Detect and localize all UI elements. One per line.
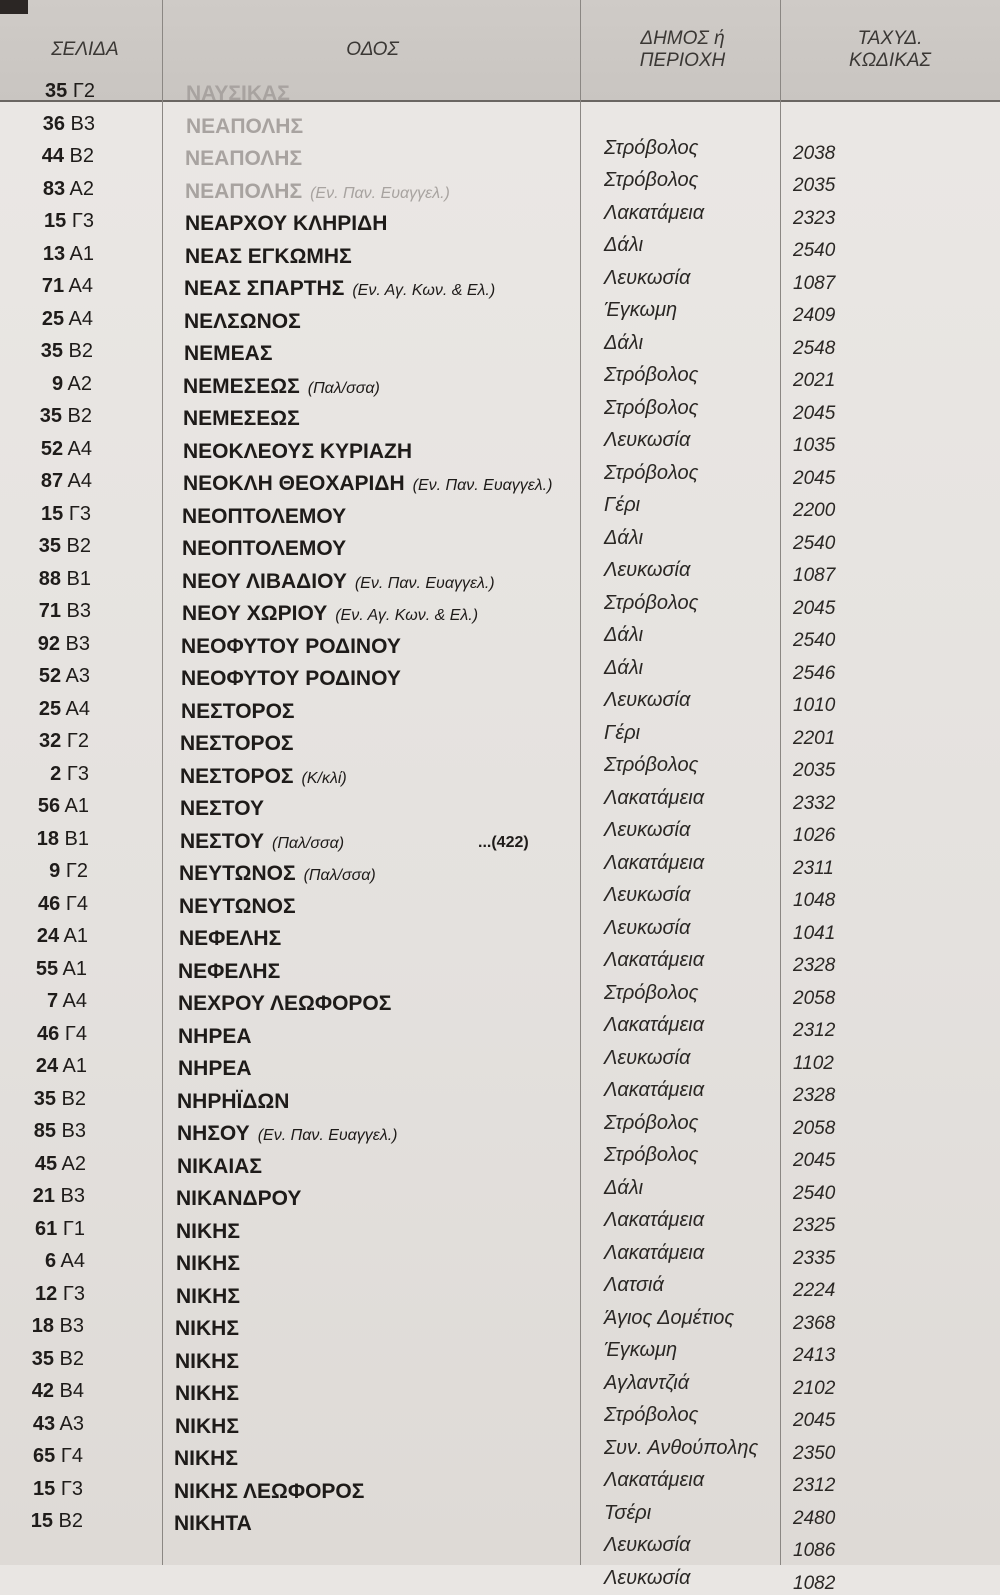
area-name: Στρόβολος — [604, 169, 699, 191]
postal-code: 2413 — [793, 1345, 836, 1366]
area-name: Δάλι — [604, 656, 644, 679]
area-name: Λακατάμεια — [604, 201, 705, 224]
postal-code: 2045 — [793, 1150, 836, 1171]
page-ref — [0, 243, 94, 266]
page-ref — [0, 633, 90, 656]
postal-code: 2058 — [793, 1117, 836, 1139]
postal-code: 2224 — [793, 1280, 836, 1301]
postal-code: 2038 — [793, 142, 836, 164]
grid-ref: Β2 — [62, 340, 93, 362]
grid-ref: Β3 — [54, 1185, 85, 1207]
page-number: 35 — [39, 405, 62, 427]
area-name: Γέρι — [604, 494, 641, 516]
area-name: Λακατάμεια — [604, 1241, 705, 1264]
postal-code: 2312 — [793, 1020, 836, 1041]
postal-code: 2540 — [793, 532, 836, 554]
street-name: ΝΙΚΗΣ — [175, 1317, 239, 1340]
page-number: 46 — [38, 892, 61, 915]
postal-code: 2045 — [793, 1410, 836, 1431]
page-ref — [0, 1380, 84, 1403]
grid-ref: Β3 — [64, 112, 95, 135]
area-name: Λακατάμεια — [604, 851, 705, 874]
page-ref — [0, 730, 89, 753]
postal-code: 2312 — [793, 1475, 836, 1496]
page-number: 35 — [45, 80, 68, 102]
postal-code: 1102 — [793, 1052, 834, 1074]
area-name: Λευκωσία — [604, 884, 691, 906]
area-name: Άγιος Δομέτιος — [604, 1306, 735, 1329]
grid-ref: Β2 — [52, 1510, 83, 1532]
page-number: 12 — [35, 1282, 58, 1305]
page-ref — [0, 1250, 85, 1273]
page-ref — [0, 210, 94, 233]
postal-code: 2045 — [793, 467, 836, 489]
page-number: 36 — [42, 112, 65, 135]
street-name: ΝΙΚΑΙΑΣ — [177, 1154, 262, 1178]
header-postal-code: ΤΑΧΥΔ. ΚΩΔΙΚΑΣ — [849, 28, 931, 71]
grid-ref: Α4 — [56, 1250, 85, 1272]
area-name: Στρόβολος — [604, 754, 699, 776]
street-name: ΝΕΟΠΤΟΛΕΜΟΥ — [182, 537, 347, 560]
postal-code: 1026 — [793, 825, 836, 846]
page-number: 32 — [39, 730, 62, 752]
postal-code: 1010 — [793, 695, 836, 716]
postal-code: 2540 — [793, 630, 836, 651]
street-note: (Παλ/σσα) — [303, 867, 376, 884]
page-ref — [0, 1023, 87, 1046]
area-name: Λευκωσία — [604, 266, 691, 289]
street-name: ΝΕΑΠΟΛΗΣ (Εν. Παν. Ευαγγελ.) — [185, 179, 450, 203]
street-name: ΝΕΟΠΤΟΛΕΜΟΥ — [182, 504, 347, 528]
street-name: ΝΕΑΡΧΟΥ ΚΛΗΡΙΔΗ — [185, 212, 388, 235]
street-name: ΝΕΛΣΩΝΟΣ — [184, 309, 301, 333]
street-name: ΝΕΜΕΑΣ — [184, 342, 273, 365]
page-number: 15 — [41, 502, 64, 525]
postal-code: 2035 — [793, 760, 836, 781]
page-number: 85 — [33, 1120, 56, 1142]
area-name: Αγλαντζιά — [604, 1371, 690, 1394]
grid-ref: Α4 — [64, 275, 93, 297]
page-number: 87 — [40, 470, 64, 492]
grid-ref: Β1 — [58, 827, 89, 850]
grid-ref: Β3 — [59, 632, 90, 655]
street-name: ΝΕΟΚΛΕΟΥΣ ΚΥΡΙΑΖΗ — [183, 439, 413, 463]
page-ref — [0, 1088, 86, 1111]
page-number: 35 — [33, 1087, 56, 1110]
area-name: Τσέρι — [604, 1501, 652, 1524]
street-name: ΝΕΟΚΛΗ ΘΕΟΧΑΡΙΔΗ (Εν. Παν. Ευαγγελ.) — [183, 472, 553, 495]
page-ref — [0, 438, 92, 461]
area-name: Στρόβολος — [604, 136, 699, 159]
postal-code: 2350 — [793, 1442, 836, 1464]
grid-ref: Α4 — [61, 697, 90, 720]
page-ref — [0, 828, 89, 851]
area-name: Συν. Ανθούπολης — [604, 1436, 759, 1459]
street-name: ΝΗΡΕΑ — [178, 1057, 252, 1080]
page-ref — [0, 1153, 86, 1176]
street-name: ΝΕΣΤΟΡΟΣ — [181, 699, 295, 723]
page-number: 7 — [46, 990, 59, 1012]
area-name: Δάλι — [604, 624, 644, 646]
area-name: Στρόβολος — [604, 396, 699, 419]
table-row — [0, 1507, 1000, 1561]
page-number: 35 — [31, 1347, 54, 1370]
postal-code: 1048 — [793, 890, 836, 911]
grid-ref: Β2 — [53, 1347, 84, 1370]
grid-ref: Γ2 — [61, 730, 89, 752]
grid-ref: Α4 — [64, 307, 93, 330]
street-name: ΝΕΦΕΛΗΣ — [179, 927, 282, 950]
postal-code: 2540 — [793, 240, 836, 261]
page-number: 6 — [44, 1250, 57, 1272]
area-name: Λακατάμεια — [604, 949, 705, 971]
page-number: 25 — [41, 307, 65, 330]
street-note: (Εν. Παν. Ευαγγελ.) — [354, 574, 495, 592]
street-note: (Εν. Αγ. Κων. & Ελ.) — [335, 607, 479, 624]
area-name: Λευκωσία — [604, 1534, 691, 1556]
page-ref — [0, 1445, 83, 1468]
header-area: ΔΗΜΟΣ ή ΠΕΡΙΟΧΗ — [639, 28, 726, 71]
grid-ref: Α1 — [58, 1055, 87, 1077]
grid-ref: Β4 — [53, 1380, 84, 1402]
page-ref — [0, 535, 91, 558]
page-number: 35 — [38, 535, 61, 557]
page-number: 45 — [34, 1152, 58, 1175]
area-name: Στρόβολος — [604, 1144, 699, 1166]
page-number: 15 — [44, 210, 67, 232]
area-name: Λευκωσία — [604, 819, 691, 841]
postal-code: 2409 — [793, 305, 836, 326]
street-name: ΝΙΚΗΣ — [176, 1284, 240, 1308]
page-ref — [0, 145, 94, 168]
grid-ref: Γ4 — [60, 892, 88, 915]
postal-code: 2368 — [793, 1312, 836, 1334]
street-name: ΝΕΣΤΟΡΟΣ (Κ/κλί) — [180, 764, 347, 788]
street-name: ΝΙΚΗΣ — [175, 1382, 239, 1405]
grid-ref: Γ4 — [59, 1022, 87, 1045]
street-name: ΝΕΥΤΩΝΟΣ (Παλ/σσα) — [179, 862, 376, 885]
page-ref — [0, 178, 94, 201]
street-name: ΝΙΚΗΣ ΛΕΩΦΟΡΟΣ — [174, 1479, 365, 1503]
grid-ref: Α3 — [55, 1412, 84, 1435]
grid-ref: Α3 — [61, 665, 90, 687]
page-ref — [0, 698, 90, 721]
postal-code: 1087 — [793, 272, 836, 294]
grid-ref: Γ2 — [60, 860, 88, 882]
area-name: Λευκωσία — [604, 1046, 691, 1069]
street-note: (Παλ/σσα) — [307, 379, 380, 397]
street-name: ΝΙΚΗΣ — [176, 1252, 240, 1275]
page-ref — [0, 340, 93, 363]
page-number: 2 — [50, 762, 62, 785]
street-name: ΝΙΚΑΝΔΡΟΥ — [176, 1187, 302, 1210]
postal-code: 2021 — [793, 370, 836, 391]
page-number: 71 — [41, 275, 65, 297]
page-number: 56 — [37, 795, 61, 817]
page-ref — [0, 1218, 85, 1241]
page-number: 35 — [40, 340, 63, 362]
street-name: ΝΕΑΣ ΣΠΑΡΤΗΣ (Εν. Αγ. Κων. & Ελ.) — [184, 277, 496, 300]
area-name: Γέρι — [604, 721, 641, 744]
area-name: Λευκωσία — [604, 1566, 691, 1589]
street-name: ΝΗΣΟΥ (Εν. Παν. Ευαγγελ.) — [177, 1122, 398, 1145]
page-number: 24 — [36, 925, 60, 947]
grid-ref: Β2 — [55, 1087, 86, 1110]
postal-code: 2328 — [793, 955, 836, 976]
postal-code: 2332 — [793, 792, 836, 814]
street-name: ΝΗΡΗΪΔΩΝ — [177, 1089, 290, 1113]
postal-code: 2548 — [793, 337, 836, 359]
grid-ref: Α4 — [58, 990, 87, 1012]
page-number: 83 — [42, 177, 66, 200]
page-number: 9 — [51, 372, 64, 395]
grid-ref: Γ3 — [63, 502, 91, 525]
postal-code: 2325 — [793, 1215, 836, 1236]
area-name: Λακατάμεια — [604, 786, 705, 809]
grid-ref: Α1 — [59, 925, 88, 947]
street-name: ΝΕΧΡΟΥ ΛΕΩΦΟΡΟΣ — [178, 992, 392, 1015]
street-name: ΝΕΣΤΟΥ (Παλ/σσα) — [180, 829, 345, 853]
street-note: (Εν. Αγ. Κων. & Ελ.) — [352, 282, 496, 299]
grid-ref: Γ3 — [55, 1477, 83, 1500]
street-name: ΝΗΡΕΑ — [178, 1024, 252, 1048]
postal-code: 2200 — [793, 500, 836, 521]
street-name: ΝΕΟΦΥΤΟΥ ΡΟΔΙΝΟΥ — [181, 634, 401, 658]
grid-ref: Γ4 — [55, 1445, 83, 1467]
page-number: 44 — [41, 145, 64, 167]
cross-reference: ...(422) — [478, 833, 529, 851]
header-page: ΣΕΛΙΔΑ — [51, 39, 119, 60]
grid-ref: Α2 — [57, 1152, 86, 1175]
street-name: ΝΕΑΣ ΕΓΚΩΜΗΣ — [185, 244, 352, 268]
street-name: ΝΙΚΗΣ — [176, 1219, 240, 1243]
street-name: ΝΙΚΗΣ — [175, 1349, 239, 1373]
postal-code: 2335 — [793, 1247, 836, 1269]
area-name: Δάλι — [604, 1176, 644, 1199]
page-number: 42 — [31, 1380, 54, 1402]
area-name: Λακατάμεια — [604, 1469, 705, 1491]
area-name: Λευκωσία — [604, 689, 691, 711]
page-ref — [0, 990, 87, 1013]
area-name: Λακατάμεια — [604, 1209, 705, 1231]
grid-ref: Α1 — [65, 242, 94, 265]
area-name: Δάλι — [604, 234, 644, 256]
postal-code: 2045 — [793, 597, 836, 619]
page-ref — [0, 503, 91, 526]
grid-ref: Γ3 — [57, 1282, 85, 1305]
street-name: ΝΙΚΗΣ — [175, 1414, 239, 1438]
street-note: (Παλ/σσα) — [271, 834, 345, 852]
page-ref — [0, 1315, 84, 1338]
area-name: Λακατάμεια — [604, 1014, 705, 1036]
page-ref — [0, 308, 93, 331]
page-ref — [0, 860, 88, 883]
grid-ref: Α2 — [63, 372, 92, 395]
area-name: Λευκωσία — [604, 916, 691, 939]
area-name: Δάλι — [604, 526, 644, 549]
postal-code: 1035 — [793, 435, 836, 456]
page-ref — [0, 763, 89, 786]
postal-code: 2102 — [793, 1377, 836, 1399]
street-note: (Εν. Παν. Ευαγγελ.) — [257, 1127, 398, 1144]
grid-ref: Α1 — [58, 957, 87, 980]
page-ref — [0, 665, 90, 688]
street-name: ΝΕΟΦΥΤΟΥ ΡΟΔΙΝΟΥ — [181, 667, 401, 690]
page-number: 65 — [33, 1445, 56, 1467]
grid-ref: Β2 — [60, 535, 91, 557]
page-ref — [0, 113, 95, 136]
page-number: 15 — [30, 1510, 53, 1532]
page-number: 92 — [37, 632, 60, 655]
street-name: ΝΙΚΗΤΑ — [174, 1512, 252, 1535]
page-ref — [0, 373, 92, 396]
postal-code: 2311 — [793, 857, 834, 879]
postal-code: 1041 — [793, 922, 836, 944]
area-name: Έγκωμη — [604, 299, 678, 321]
street-note: (Εν. Παν. Ευαγγελ.) — [310, 184, 450, 202]
grid-ref: Α1 — [60, 795, 89, 817]
grid-ref: Α4 — [63, 470, 92, 492]
area-name: Στρόβολος — [604, 1404, 699, 1426]
corner-mark — [0, 0, 28, 14]
page-ref — [0, 1283, 85, 1306]
grid-ref: Β3 — [53, 1315, 84, 1337]
postal-code: 2480 — [793, 1507, 836, 1529]
street-name: ΝΕΑΠΟΛΗΣ — [185, 147, 303, 170]
area-name: Στρόβολος — [604, 981, 699, 1004]
table-row — [0, 80, 1000, 112]
area-name: Στρόβολος — [604, 1111, 699, 1134]
street-note: (Εν. Παν. Ευαγγελ.) — [412, 477, 553, 494]
street-name: ΝΕΜΕΣΕΩΣ — [183, 407, 300, 430]
grid-ref: Β2 — [61, 405, 92, 427]
page-ref — [0, 275, 93, 298]
area-name: Στρόβολος — [604, 591, 699, 614]
page-number: 18 — [36, 827, 59, 850]
street-name: ΝΕΑΠΟΛΗΣ — [186, 114, 304, 138]
grid-ref: Α2 — [65, 177, 94, 200]
page-number: 25 — [38, 697, 62, 720]
page-ref — [0, 1348, 84, 1371]
page-number: 52 — [38, 665, 62, 687]
postal-code: 1086 — [793, 1540, 836, 1561]
page-number: 46 — [37, 1022, 60, 1045]
table-row — [0, 1543, 1000, 1594]
grid-ref: Γ2 — [67, 80, 95, 102]
postal-code: 2058 — [793, 987, 836, 1009]
page-ref — [0, 1510, 83, 1533]
page-ref — [0, 405, 92, 428]
page-number: 18 — [31, 1315, 54, 1337]
page-ref — [0, 925, 88, 948]
postal-code: 2045 — [793, 402, 836, 424]
area-name: Λευκωσία — [604, 429, 691, 451]
page-number: 21 — [32, 1185, 55, 1207]
area-name: Δάλι — [604, 331, 644, 354]
grid-ref: Γ3 — [61, 762, 89, 785]
page-number: 61 — [35, 1217, 58, 1240]
grid-ref: Γ1 — [57, 1217, 85, 1240]
street-name: ΝΕΥΤΩΝΟΣ — [179, 894, 296, 918]
street-name: ΝΑΥΣΙΚΑΣ — [186, 82, 290, 105]
area-name: Λατσιά — [604, 1274, 664, 1296]
page-number: 88 — [38, 567, 61, 590]
postal-code: 2328 — [793, 1085, 836, 1106]
page-ref — [0, 1120, 86, 1143]
postal-code: 1082 — [793, 1572, 836, 1594]
page-ref — [0, 1413, 84, 1436]
street-note: (Κ/κλί) — [301, 769, 347, 787]
grid-ref: Β3 — [55, 1120, 86, 1142]
street-name: ΝΕΟΥ ΛΙΒΑΔΙΟΥ (Εν. Παν. Ευαγγελ.) — [182, 569, 495, 593]
page-ref — [0, 600, 91, 623]
page-number: 13 — [42, 242, 66, 265]
grid-ref: Β2 — [63, 145, 94, 167]
street-name: ΝΙΚΗΣ — [174, 1447, 238, 1470]
page-number: 15 — [33, 1477, 56, 1500]
area-name: Λακατάμεια — [604, 1079, 705, 1101]
grid-ref: Β3 — [60, 600, 91, 622]
page-ref — [0, 958, 87, 981]
street-name: ΝΕΜΕΣΕΩΣ (Παλ/σσα) — [183, 374, 380, 398]
street-name: ΝΕΦΕΛΗΣ — [178, 959, 281, 983]
street-name: ΝΕΣΤΟΥ — [180, 797, 264, 820]
postal-code: 1087 — [793, 565, 836, 586]
page-ref — [0, 470, 92, 493]
page-ref — [0, 1478, 83, 1501]
header-street: ΟΔΟΣ — [346, 39, 399, 60]
page-ref — [0, 1055, 87, 1078]
street-name: ΝΕΟΥ ΧΩΡΙΟΥ (Εν. Αγ. Κων. & Ελ.) — [182, 602, 479, 625]
postal-code: 2540 — [793, 1182, 836, 1204]
postal-code: 2201 — [793, 727, 836, 749]
page-ref — [0, 893, 88, 916]
page-number: 43 — [32, 1412, 56, 1435]
page-number: 71 — [38, 600, 61, 622]
postal-code: 2546 — [793, 662, 836, 684]
grid-ref: Β1 — [60, 567, 91, 590]
page-ref — [0, 1185, 85, 1208]
page-number: 52 — [40, 437, 64, 460]
page-number: 55 — [35, 957, 59, 980]
page-ref — [0, 795, 89, 818]
postal-code: 2035 — [793, 175, 836, 196]
area-name: Στρόβολος — [604, 461, 699, 484]
area-name: Έγκωμη — [604, 1339, 678, 1361]
page-number: 24 — [35, 1055, 59, 1077]
grid-ref: Γ3 — [66, 210, 94, 232]
area-name: Στρόβολος — [604, 364, 699, 386]
page-number: 9 — [49, 860, 61, 882]
street-name: ΝΕΣΤΟΡΟΣ — [180, 732, 294, 755]
page-ref — [0, 568, 91, 591]
postal-code: 2323 — [793, 207, 836, 229]
area-name: Λευκωσία — [604, 559, 691, 581]
grid-ref: Α4 — [63, 437, 92, 460]
page-ref — [0, 80, 95, 103]
